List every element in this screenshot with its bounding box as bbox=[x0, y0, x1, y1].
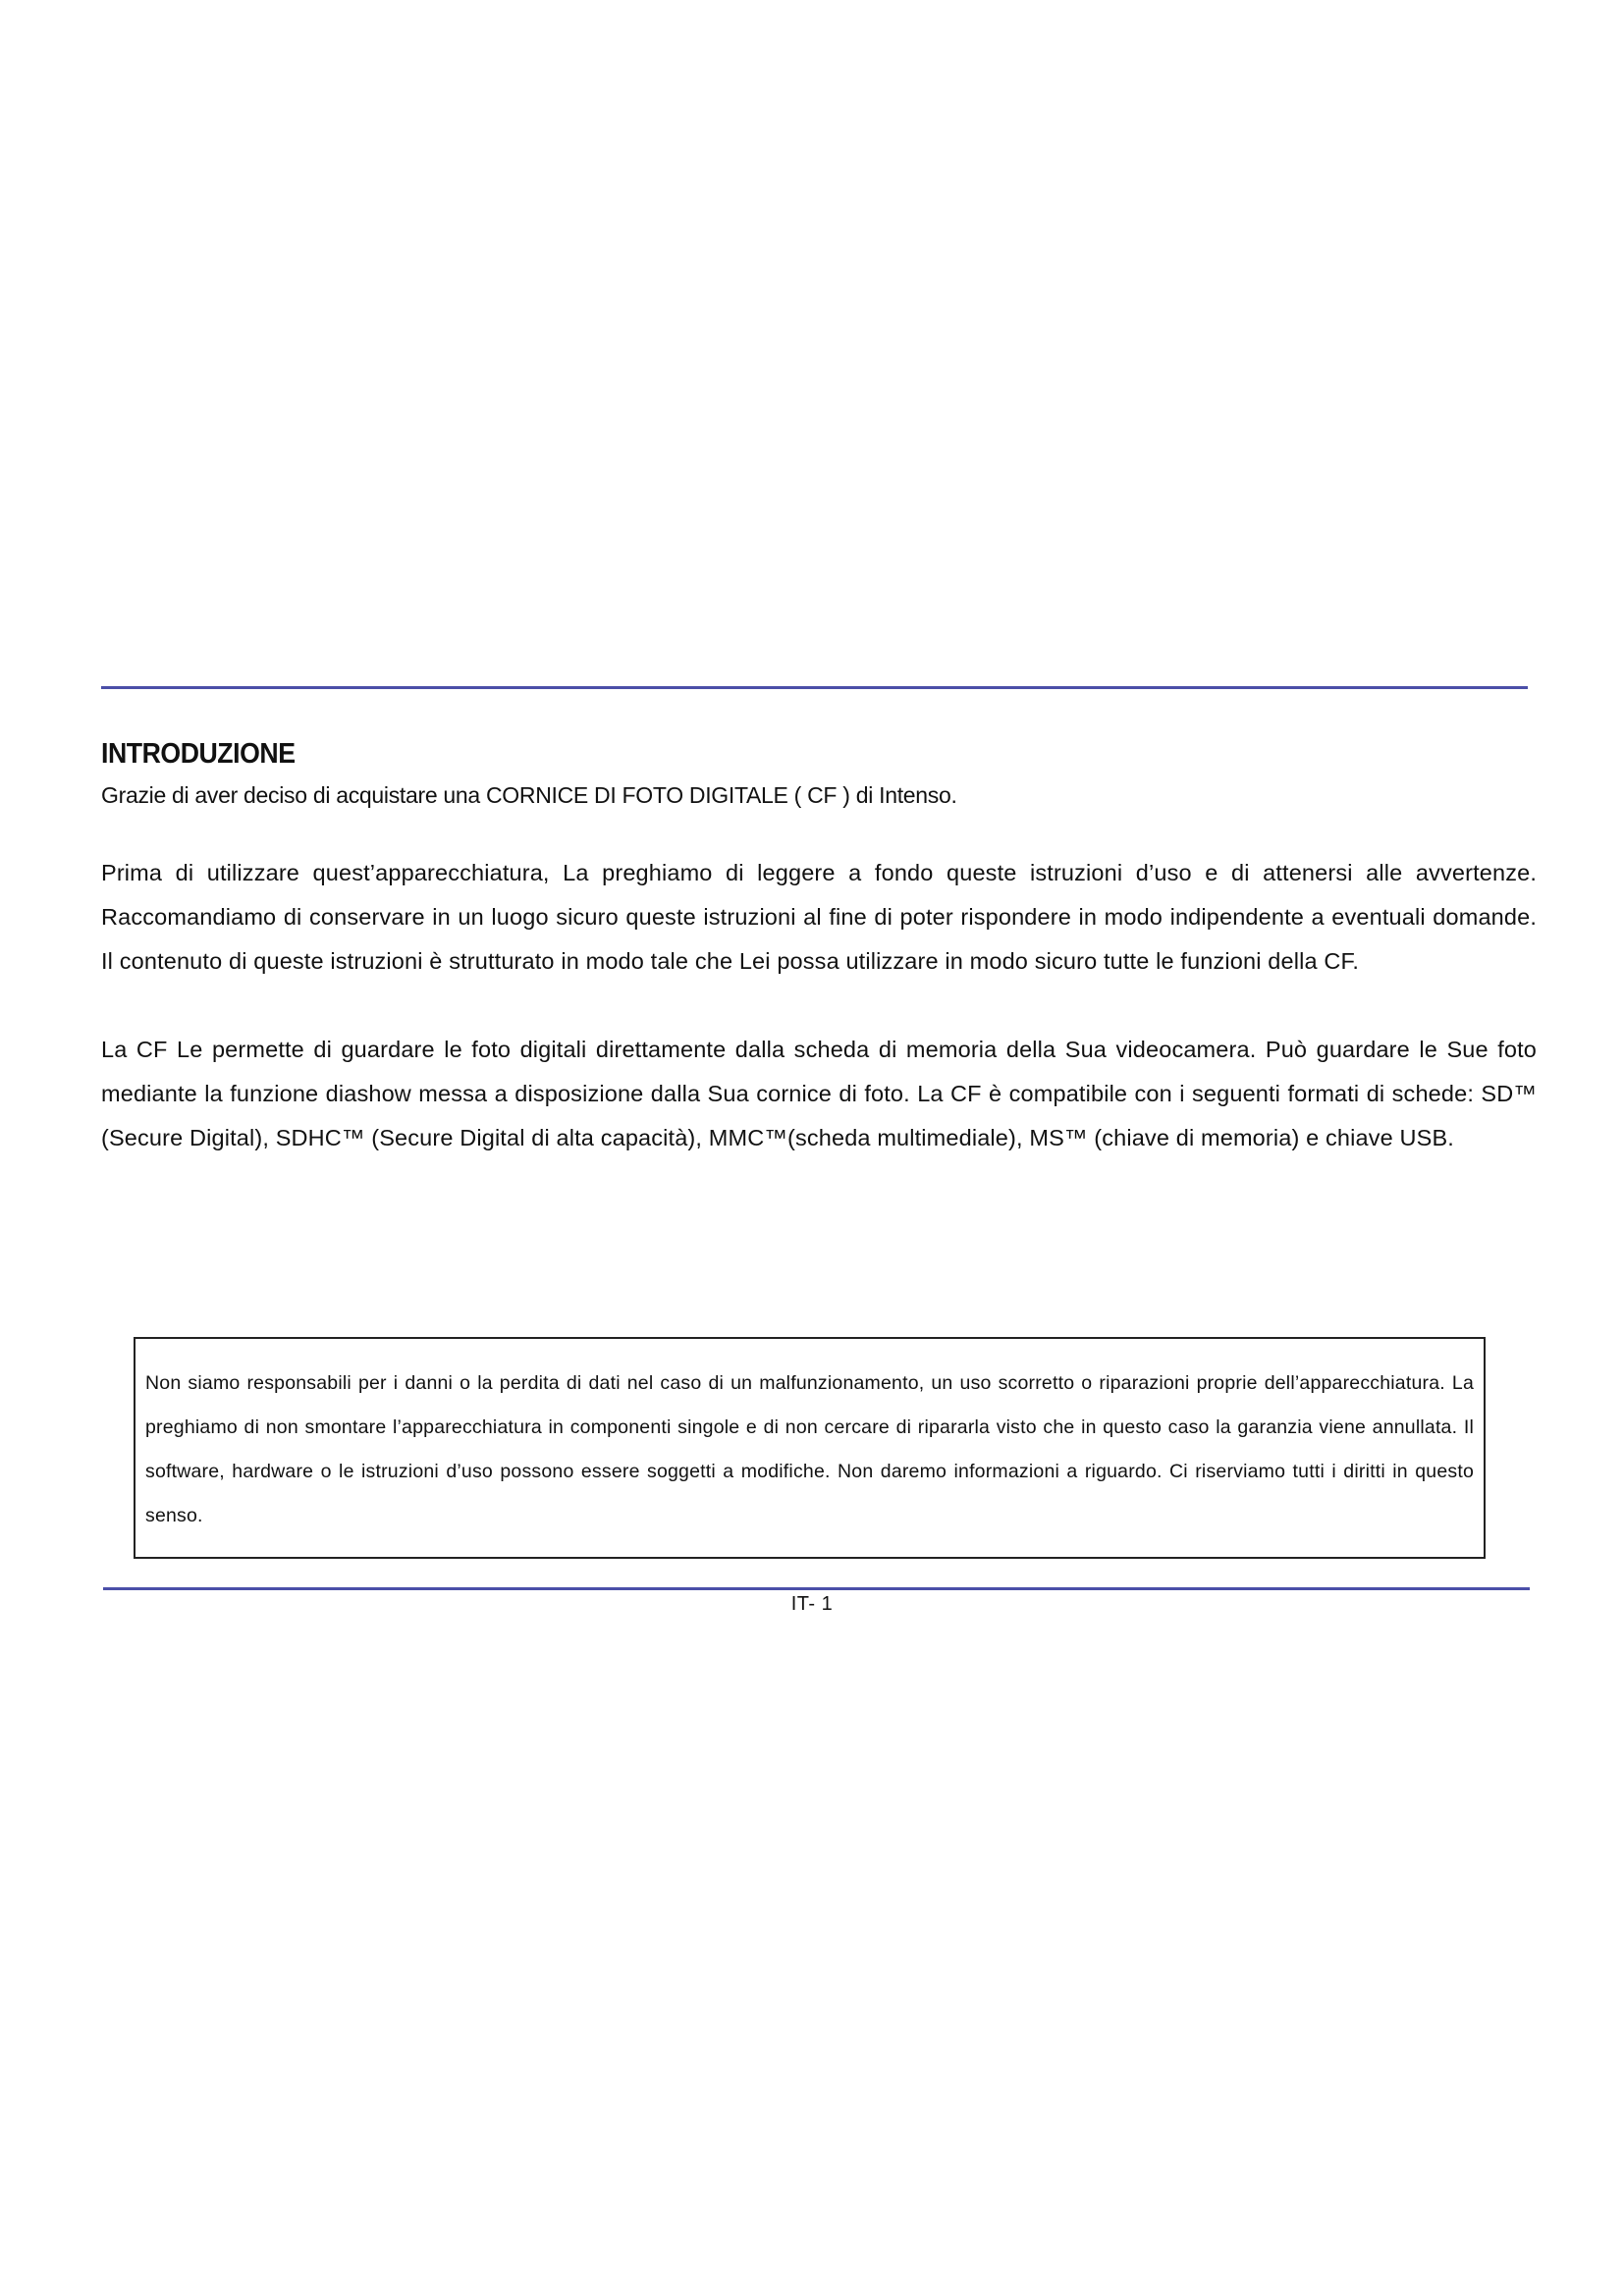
page-content bbox=[101, 734, 1544, 1160]
paragraph-features: La CF Le permette di guardare le foto digitali direttamente dalla scheda di memoria della Sua videocamera. Può guardare le Sue foto mediante la funzione diashow messa a disposizione dalla Sua cornice di foto. La CF è compatibile con i seguenti formati di schede: SD™ (Secure Digital), SDHC™ (Secure Digital di alta capacità), MMC™(scheda multimediale), MS™ (chiave di memoria) e chiave USB. bbox=[101, 1037, 1537, 1150]
disclaimer-box bbox=[134, 1337, 1486, 1559]
disclaimer-text: Non siamo responsabili per i danni o la perdita di dati nel caso di un malfunzionamento, un uso scorretto o riparazioni proprie dell’apparecchiatura. La preghiamo di non smontare l’apparecchiatura in componenti singole e di non cercare di ripararla visto che in questo caso la garanzia viene annullata. Il software, hardware o le istruzioni d’uso possono essere soggetti a modifiche. Non daremo informazioni a riguardo. Ci riserviamo tutti i diritti in questo senso. bbox=[145, 1372, 1474, 1526]
top-divider bbox=[101, 686, 1528, 689]
page-number: IT- 1 bbox=[790, 1593, 834, 1615]
bottom-divider bbox=[103, 1587, 1530, 1590]
lead-sentence: Grazie di aver deciso di acquistare una CORNICE DI FOTO DIGITALE ( CF ) di Intenso. bbox=[101, 782, 957, 808]
paragraph-instructions: Prima di utilizzare quest’apparecchiatura, La preghiamo di leggere a fondo queste istruzioni d’uso e di attenersi alle avvertenze. Raccomandiamo di conservare in un luogo sicuro queste istruzioni al fine di poter rispondere in modo indipendente a eventuali domande. Il contenuto di queste istruzioni è strutturato in modo tale che Lei possa utilizzare in modo sicuro tutte le funzioni della CF. bbox=[101, 860, 1537, 974]
section-heading: INTRODUZIONE bbox=[101, 738, 296, 770]
